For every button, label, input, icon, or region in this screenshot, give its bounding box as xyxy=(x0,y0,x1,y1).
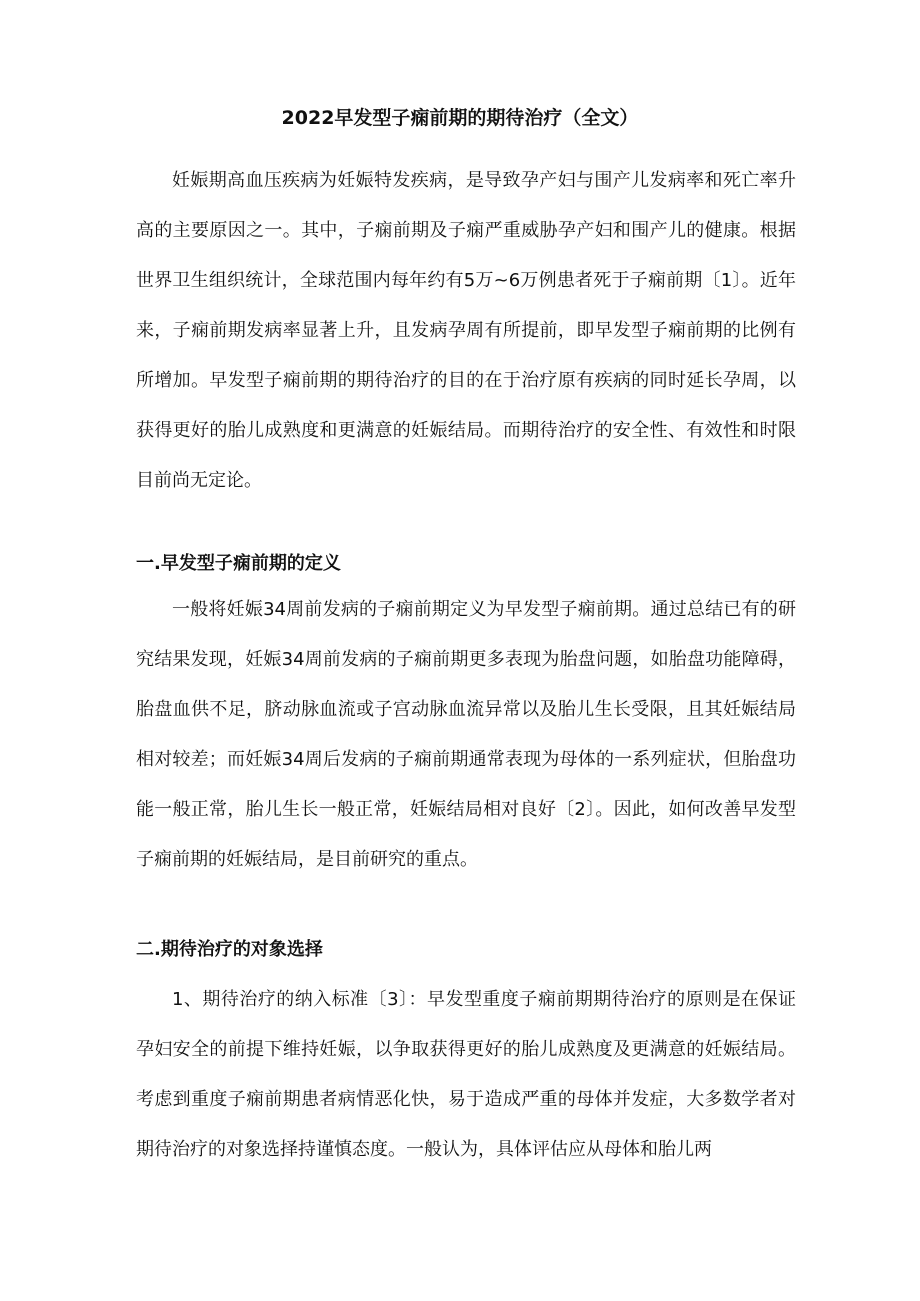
section-heading-selection: 二.期待治疗的对象选择 xyxy=(136,939,323,960)
intro-paragraph: 妊娠期高血压疾病为妊娠特发疾病，是导致孕产妇与围产儿发病率和死亡率升高的主要原因之一。其中，子痫前期及子痫严重威胁孕产妇和围产儿的健康。根据世界卫生组织统计，全球范围内每年约有5万~6万例患者死于子痫前期〔1〕。近年来，子痫前期发病率显著上升，且发病孕周有所提前，即早发型子痫前期的比例有所增加。早发型子痫前期的期待治疗的目的在于治疗原有疾病的同时延长孕周，以获得更好的胎儿成熟度和更满意的妊娠结局。而期待治疗的安全性、有效性和时限目前尚无定论。 xyxy=(136,170,796,491)
section-paragraph-selection: 1、期待治疗的纳入标准〔3〕：早发型重度子痫前期期待治疗的原则是在保证孕妇安全的前提下维持妊娠，以争取获得更好的胎儿成熟度及更满意的妊娠结局。考虑到重度子痫前期患者病情恶化快，易于造成严重的母体并发症，大多数学者对期待治疗的对象选择持谨慎态度。一般认为，具体评估应从母体和胎儿两 xyxy=(136,989,796,1160)
section-paragraph-definition: 一般将妊娠34周前发病的子痫前期定义为早发型子痫前期。通过总结已有的研究结果发现，妊娠34周前发病的子痫前期更多表现为胎盘问题，如胎盘功能障碍，胎盘血供不足，脐动脉血流或子宫动脉血流异常以及胎儿生长受限，且其妊娠结局相对较差；而妊娠34周后发病的子痫前期通常表现为母体的一系列症状，但胎盘功能一般正常，胎儿生长一般正常，妊娠结局相对良好〔2〕。因此，如何改善早发型子痫前期的妊娠结局，是目前研究的重点。 xyxy=(136,599,796,870)
document-title: 2022早发型子痫前期的期待治疗（全文） xyxy=(281,107,639,129)
section-heading-definition: 一.早发型子痫前期的定义 xyxy=(136,553,341,574)
